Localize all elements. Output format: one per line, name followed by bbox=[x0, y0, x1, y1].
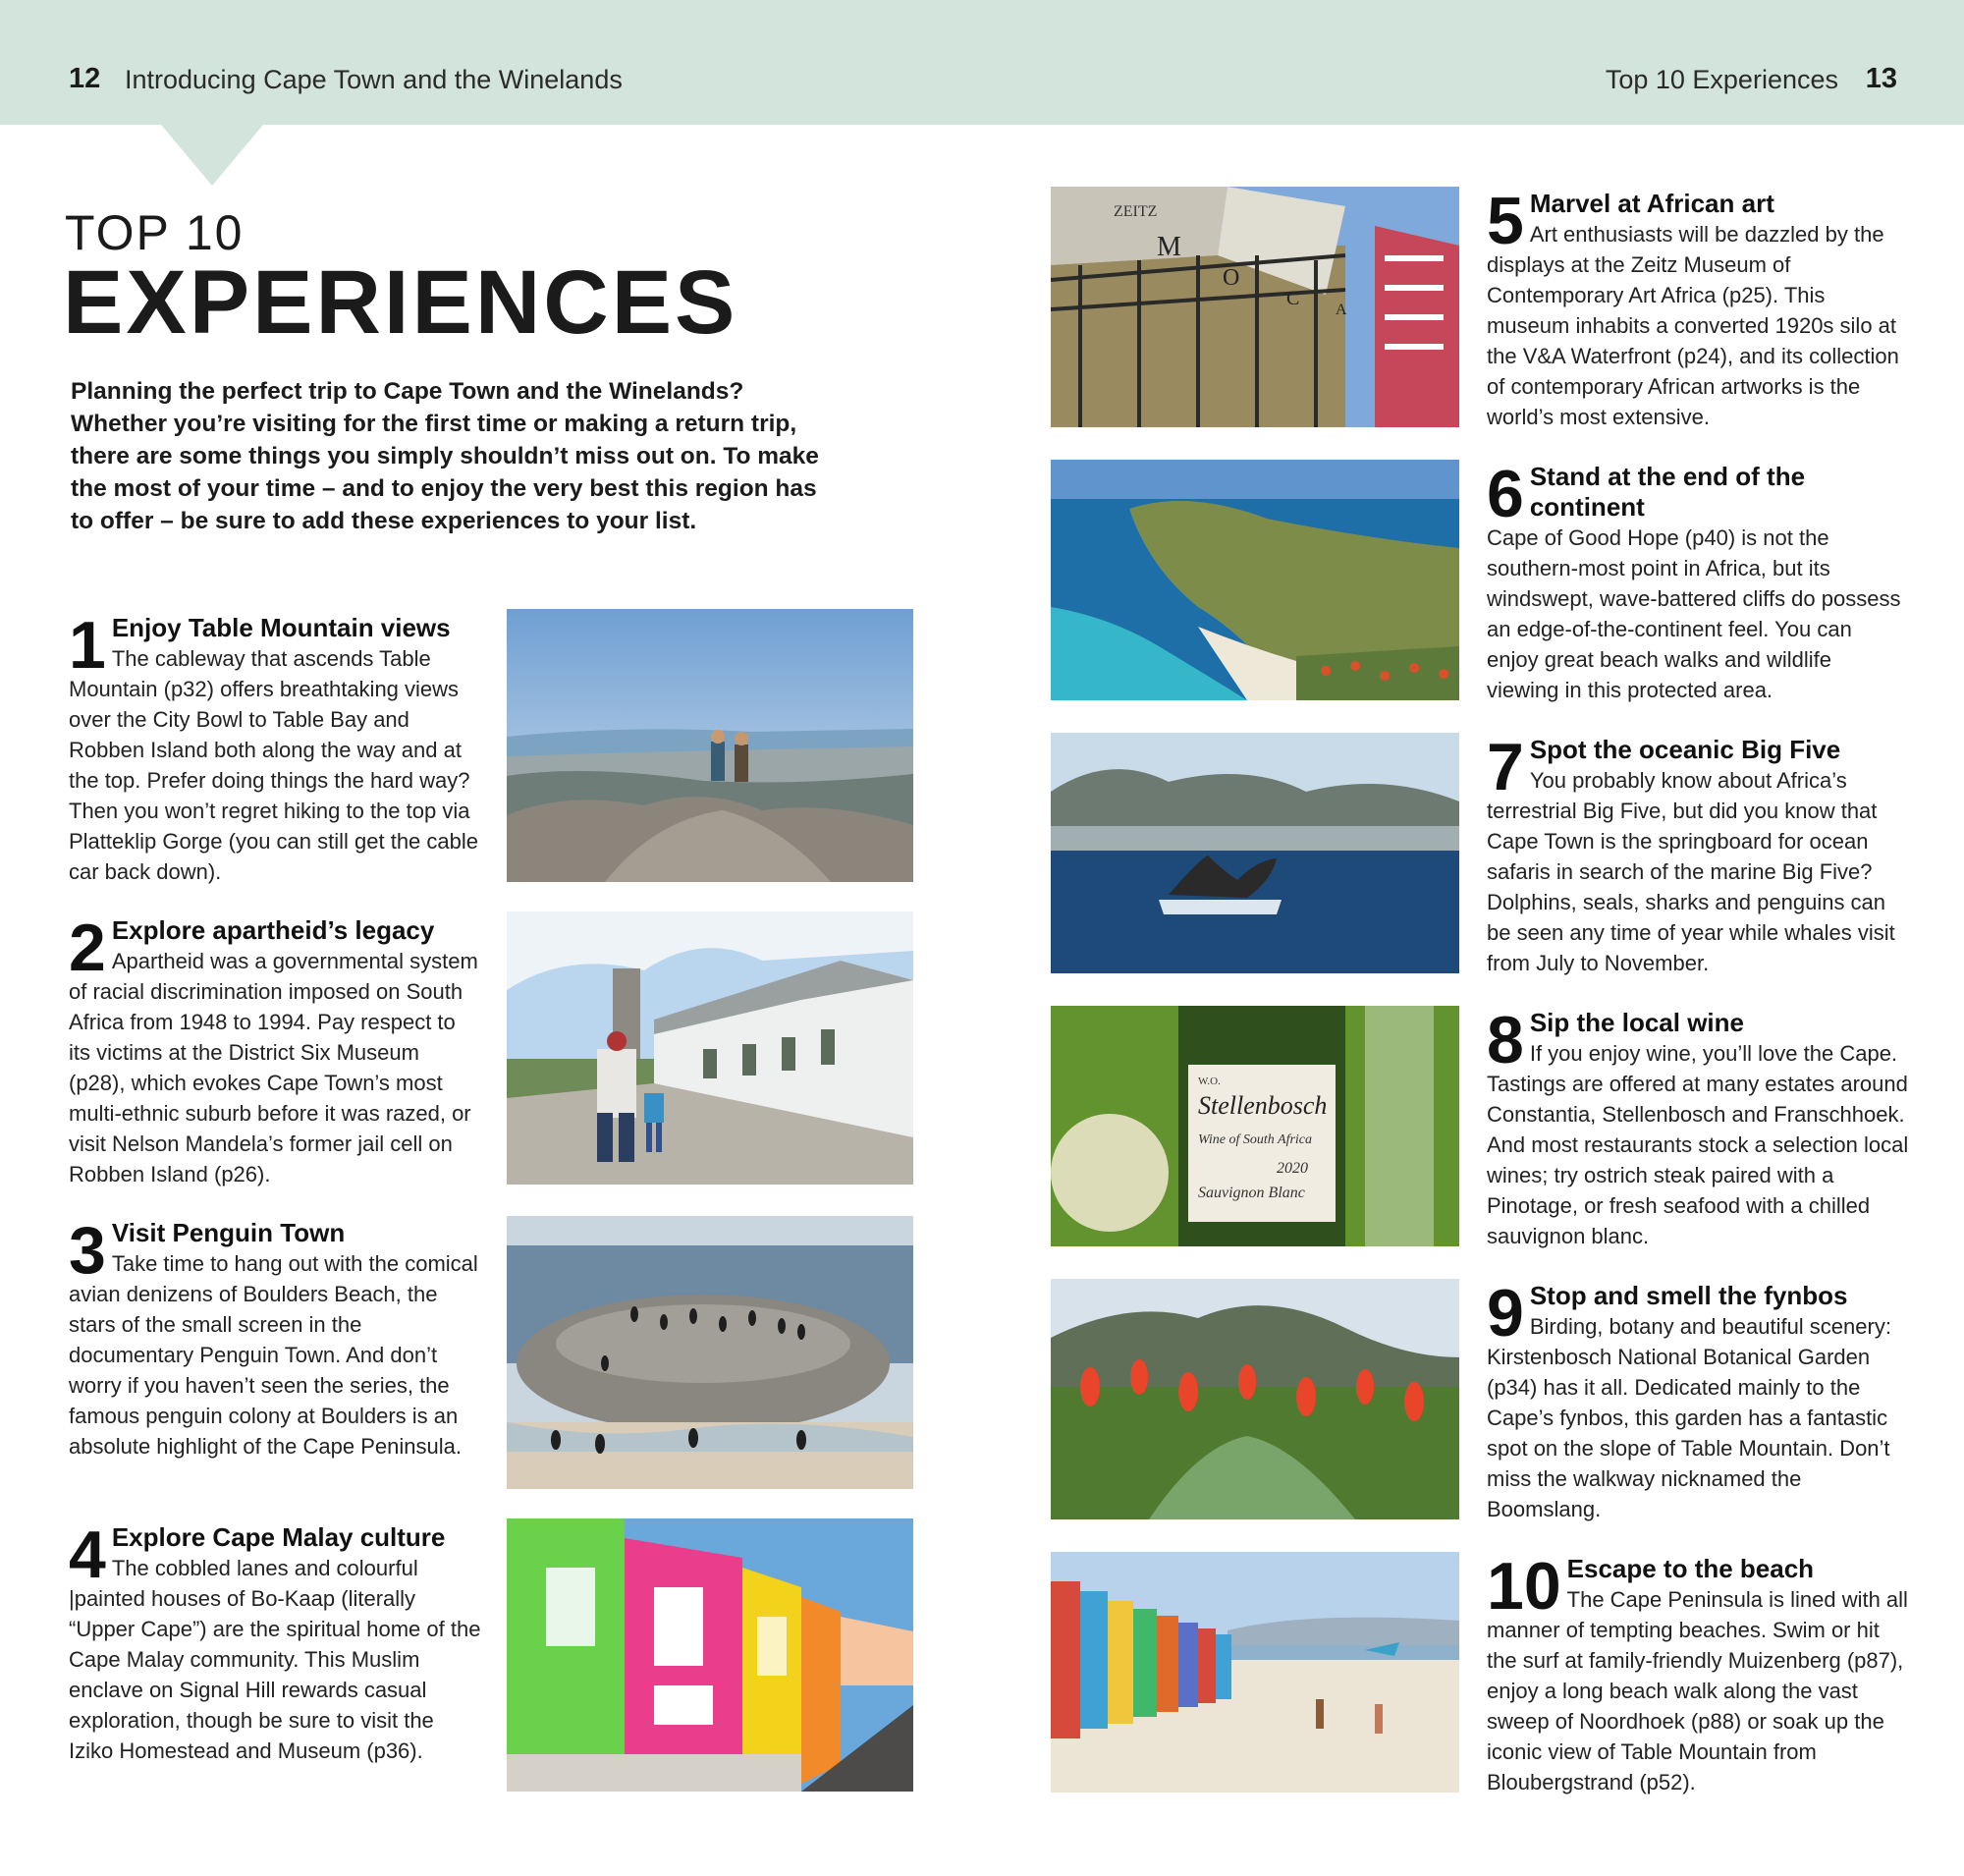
experience-item-9 bbox=[1487, 1276, 1909, 1524]
experience-item-6 bbox=[1487, 457, 1909, 705]
photo-table-mountain bbox=[507, 609, 913, 882]
item-body: If you enjoy wine, you’ll love the Cape. Tastings are offered at many estates around Constantia, Stellenbosch and Franschhoek. And most restaurants stock a selection local wines; try ostrich steak paired with a Pinotage, or fresh seafood with a chilled sauvignon blanc. bbox=[1487, 1041, 1909, 1248]
museum-sign-c: C bbox=[1286, 288, 1300, 309]
item-number: 1 bbox=[69, 608, 106, 683]
photo-cape-of-good-hope bbox=[1051, 460, 1459, 700]
item-body: The Cape Peninsula is lined with all manner of tempting beaches. Swim or hit the surf at family-friendly Muizenberg (p87), enjoy a long beach walk along the vast sweep of Noordhoek (p88) or soak up the iconic view of Table Mountain from Bloubergstrand (p52). bbox=[1487, 1587, 1908, 1794]
item-title: Sip the local wine bbox=[1529, 1008, 1744, 1037]
item-number: 4 bbox=[69, 1517, 106, 1592]
museum-sign-a: A bbox=[1336, 302, 1347, 318]
item-number: 8 bbox=[1487, 1003, 1524, 1077]
museum-sign-m: M bbox=[1157, 232, 1181, 262]
left-running-head: Introducing Cape Town and the Winelands bbox=[125, 65, 623, 94]
wine-label-variety: Sauvignon Blanc bbox=[1198, 1185, 1305, 1201]
item-number: 2 bbox=[69, 910, 106, 985]
item-title: Stop and smell the fynbos bbox=[1529, 1281, 1848, 1310]
item-title: Stand at the end of the continent bbox=[1529, 462, 1806, 522]
item-body: You probably know about Africa’s terrestrial Big Five, but did you know that Cape Town is the springboard for ocean safaris in search of the marine Big Five? Dolphins, seals, sharks and penguins can be seen any time of year while whales visit from July to November. bbox=[1487, 768, 1895, 975]
right-running-head: Top 10 Experiences bbox=[1605, 65, 1838, 94]
header-notch bbox=[161, 125, 263, 186]
item-title: Visit Penguin Town bbox=[111, 1218, 346, 1247]
left-page-number: 12 bbox=[69, 63, 101, 94]
wine-label-origin: Wine of South Africa bbox=[1198, 1132, 1313, 1147]
experience-item-4 bbox=[69, 1517, 481, 1766]
experience-item-3 bbox=[69, 1213, 481, 1462]
museum-sign-zeitz: ZEITZ bbox=[1114, 203, 1158, 220]
header-band bbox=[0, 0, 1964, 125]
experience-item-1 bbox=[69, 608, 481, 887]
photo-penguin-town bbox=[507, 1216, 913, 1489]
experience-item-5 bbox=[1487, 184, 1909, 432]
photo-bo-kaap bbox=[507, 1518, 913, 1792]
wine-label-wo: W.O. bbox=[1198, 1076, 1221, 1087]
item-number: 6 bbox=[1487, 457, 1524, 531]
item-number: 7 bbox=[1487, 730, 1524, 804]
experience-item-2 bbox=[69, 910, 481, 1189]
item-title: Explore Cape Malay culture bbox=[111, 1522, 446, 1552]
right-page-number: 13 bbox=[1865, 63, 1897, 94]
photo-zeitz-mocaa bbox=[1051, 187, 1459, 427]
item-title: Spot the oceanic Big Five bbox=[1529, 735, 1841, 764]
photo-apartheid-legacy bbox=[507, 911, 913, 1185]
item-title: Enjoy Table Mountain views bbox=[111, 613, 451, 642]
museum-sign-o: O bbox=[1223, 265, 1240, 291]
item-number: 9 bbox=[1487, 1276, 1524, 1351]
item-body: Cape of Good Hope (p40) is not the southern-most point in Africa, but its windswept, wave-battered cliffs do possess an edge-of-the-continent feel. You can enjoy great beach walks and wildlife viewing in this protected area. bbox=[1487, 525, 1901, 702]
item-title: Marvel at African art bbox=[1529, 189, 1774, 218]
experience-item-10 bbox=[1487, 1549, 1909, 1797]
item-body: The cableway that ascends Table Mountain (p32) offers breathtaking views over the City Bowl to Table Bay and Robben Island both along the way and at the top. Prefer doing things the hard way? Then you won’t regret hiking to the top via Platteklip Gorge (you can still get the cable car back down). bbox=[69, 646, 479, 884]
photo-whale-tail bbox=[1051, 733, 1459, 973]
item-body: Apartheid was a governmental system of racial discrimination imposed on South Africa from 1948 to 1994. Pay respect to its victims at the District Six Museum (p28), which evokes Cape Town’s most multi-ethnic suburb before it was razed, or visit Nelson Mandela’s former jail cell on Robben Island (p26). bbox=[69, 949, 478, 1186]
item-number: 3 bbox=[69, 1213, 106, 1288]
experience-item-8 bbox=[1487, 1003, 1909, 1251]
item-number: 10 bbox=[1487, 1549, 1561, 1624]
heading-big: EXPERIENCES bbox=[63, 252, 738, 353]
item-body: Art enthusiasts will be dazzled by the displays at the Zeitz Museum of Contemporary Art Africa (p25). This museum inhabits a converted 1920s silo at the V&A Waterfront (p24), and its collection of contemporary African artworks is the world’s most extensive. bbox=[1487, 222, 1899, 429]
wine-label-name: Stellenbosch bbox=[1198, 1091, 1328, 1120]
intro-paragraph: Planning the perfect trip to Cape Town and the Winelands? Whether you’re visiting for the first time or making a return trip, there are some things you simply shouldn’t miss out on. To make the most of your time – and to enjoy the very best this region has to offer – be sure to add these experiences to your list. bbox=[71, 378, 819, 534]
item-body: Take time to hang out with the comical avian denizens of Boulders Beach, the stars of the small screen in the documentary Penguin Town. And don’t worry if you haven’t seen the series, the famous penguin colony at Boulders is an absolute highlight of the Cape Peninsula. bbox=[69, 1251, 478, 1459]
item-title: Explore apartheid’s legacy bbox=[111, 915, 435, 945]
item-body: The cobbled lanes and colourful |painted houses of Bo-Kaap (literally “Upper Cape”) are the spiritual home of the Cape Malay community. This Muslim enclave on Signal Hill rewards casual exploration, though be sure to visit the Iziko Homestead and Museum (p36). bbox=[69, 1556, 481, 1763]
item-body: Birding, botany and beautiful scenery: Kirstenbosch National Botanical Garden (p34) has it all. Dedicated mainly to the Cape’s fynbos, this garden has a fantastic spot on the slope of Table Mountain. Don’t miss the walkway nicknamed the Boomslang. bbox=[1487, 1314, 1891, 1521]
experience-item-7 bbox=[1487, 730, 1909, 978]
wine-label-vintage: 2020 bbox=[1277, 1160, 1308, 1177]
photo-muizenberg-beach bbox=[1051, 1552, 1459, 1793]
item-number: 5 bbox=[1487, 184, 1524, 258]
heading-small: TOP 10 bbox=[65, 205, 245, 260]
item-title: Escape to the beach bbox=[1566, 1554, 1815, 1583]
photo-kirstenbosch-fynbos bbox=[1051, 1279, 1459, 1519]
photo-stellenbosch-wine bbox=[1051, 1006, 1459, 1246]
